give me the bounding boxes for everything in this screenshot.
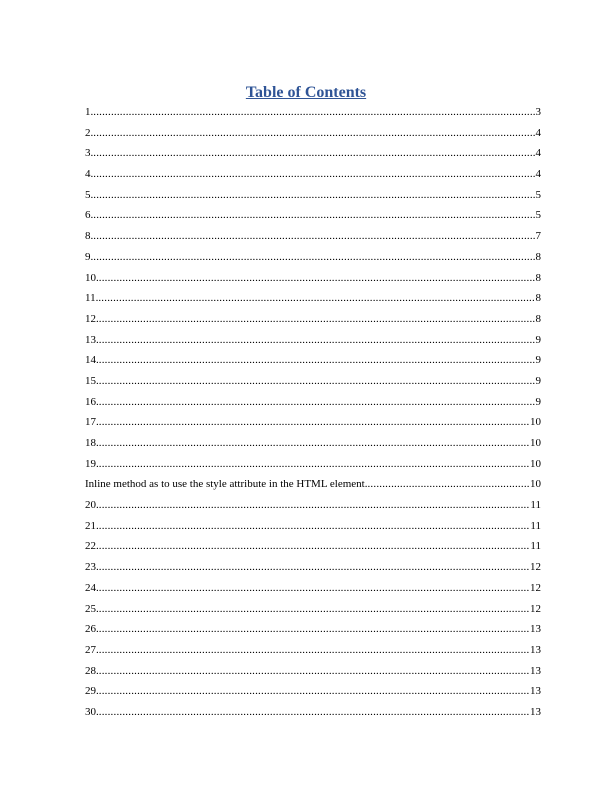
- toc-entry-page-number: 8: [535, 312, 541, 325]
- toc-entry-label: 4.: [85, 168, 94, 181]
- toc-entry-page-number: 11: [530, 540, 541, 553]
- toc-entry[interactable]: [85, 392, 541, 413]
- toc-entry-label: 20.: [85, 499, 99, 512]
- toc-dot-leader: [99, 661, 529, 682]
- toc-entry[interactable]: [85, 536, 541, 557]
- toc-dot-leader: [99, 599, 529, 620]
- toc-entry[interactable]: [85, 681, 541, 702]
- toc-entry-label: 8.: [85, 230, 94, 243]
- toc-dot-leader: [99, 412, 529, 433]
- toc-entry-page-number: 5: [535, 188, 541, 201]
- toc-entry-label: 18.: [85, 437, 99, 449]
- toc-dot-leader: [99, 557, 529, 578]
- toc-entry-page-number: 4: [535, 168, 541, 181]
- toc-entry-page-number: 10: [530, 416, 541, 429]
- toc-dot-leader: [99, 433, 529, 454]
- toc-entry-label: 9.: [85, 250, 94, 263]
- toc-entry[interactable]: [85, 516, 541, 537]
- toc-entry[interactable]: [85, 599, 541, 620]
- toc-entry-label: 11.: [85, 292, 99, 305]
- toc-dot-leader: [93, 185, 534, 206]
- toc-entry-page-number: 13: [530, 705, 541, 718]
- toc-entry[interactable]: [85, 102, 541, 123]
- toc-entry-page-number: 10: [530, 437, 541, 449]
- toc-entry-page-number: 12: [530, 602, 541, 615]
- toc-entry[interactable]: [85, 330, 541, 351]
- toc-entry-label: 10.: [85, 271, 99, 284]
- toc-entry-page-number: 5: [535, 209, 541, 222]
- toc-entry-label: 12.: [85, 312, 99, 325]
- toc-entry-page-number: 10: [530, 478, 541, 491]
- toc-dot-leader: [98, 288, 534, 309]
- toc-entry-page-number: 13: [530, 623, 541, 636]
- toc-entry-page-number: 13: [530, 664, 541, 677]
- toc-entry-label: 22.: [85, 540, 99, 553]
- toc-dot-leader: [99, 516, 530, 537]
- toc-dot-leader: [93, 123, 534, 144]
- toc-entry-page-number: 8: [535, 250, 541, 263]
- toc-entry-label: 3.: [85, 147, 94, 160]
- toc-entry-page-number: 10: [530, 457, 541, 470]
- toc-entry[interactable]: [85, 350, 541, 371]
- toc-list: [85, 102, 541, 723]
- toc-entry-page-number: 11: [530, 499, 541, 512]
- toc-entry-page-number: 3: [535, 106, 541, 118]
- toc-entry[interactable]: [85, 288, 541, 309]
- toc-entry-label: 28.: [85, 664, 99, 677]
- toc-entry[interactable]: [85, 495, 541, 516]
- toc-entry[interactable]: [85, 433, 541, 454]
- toc-dot-leader: [99, 454, 529, 475]
- toc-entry-page-number: 9: [535, 374, 541, 387]
- toc-dot-leader: [99, 392, 535, 413]
- toc-entry[interactable]: [85, 205, 541, 226]
- toc-entry[interactable]: [85, 226, 541, 247]
- toc-dot-leader: [99, 536, 530, 557]
- toc-entry-label: 2.: [85, 126, 94, 139]
- toc-entry-label: 17.: [85, 416, 99, 429]
- toc-dot-leader: [93, 247, 534, 268]
- toc-entry-label: 19.: [85, 457, 99, 470]
- toc-entry-label: 24.: [85, 581, 99, 594]
- toc-entry-page-number: 4: [535, 126, 541, 139]
- toc-entry[interactable]: [85, 661, 541, 682]
- toc-entry[interactable]: [85, 557, 541, 578]
- toc-entry-page-number: 9: [535, 333, 541, 346]
- toc-dot-leader: [99, 702, 529, 723]
- toc-dot-leader: [99, 268, 535, 289]
- toc-entry[interactable]: [85, 619, 541, 640]
- toc-entry-page-number: 8: [535, 271, 541, 284]
- toc-dot-leader: [367, 474, 529, 495]
- toc-entry[interactable]: [85, 702, 541, 723]
- toc-heading: Table of Contents: [245, 84, 367, 101]
- toc-entry-label: 21.: [85, 519, 99, 532]
- toc-entry-page-number: 12: [530, 581, 541, 594]
- toc-entry[interactable]: [85, 268, 541, 289]
- toc-entry-label: 29.: [85, 685, 99, 698]
- toc-entry-label: 25.: [85, 602, 99, 615]
- toc-entry-label: 5.: [85, 188, 94, 201]
- toc-entry-page-number: 4: [535, 147, 541, 160]
- toc-dot-leader: [99, 371, 535, 392]
- toc-dot-leader: [99, 681, 529, 702]
- toc-dot-leader: [99, 309, 535, 330]
- toc-entry[interactable]: [85, 474, 541, 495]
- toc-entry[interactable]: [85, 123, 541, 144]
- toc-dot-leader: [99, 578, 529, 599]
- toc-entry[interactable]: [85, 185, 541, 206]
- toc-entry[interactable]: [85, 309, 541, 330]
- toc-entry-page-number: 9: [535, 395, 541, 408]
- toc-entry[interactable]: [85, 454, 541, 475]
- toc-entry[interactable]: [85, 143, 541, 164]
- toc-entry-label: 15.: [85, 374, 99, 387]
- toc-entry-label: 16.: [85, 395, 99, 408]
- toc-entry-label: 6.: [85, 209, 94, 222]
- toc-entry-label: 1.: [85, 106, 94, 118]
- toc-entry-page-number: 13: [530, 685, 541, 698]
- toc-entry-label: 23.: [85, 561, 99, 574]
- toc-entry-page-number: 13: [530, 643, 541, 656]
- toc-entry-page-number: 11: [530, 519, 541, 532]
- toc-entry-page-number: 12: [530, 561, 541, 574]
- toc-entry-label: 27.: [85, 643, 99, 656]
- toc-entry[interactable]: [85, 412, 541, 433]
- toc-entry[interactable]: [85, 247, 541, 268]
- toc-dot-leader: [99, 330, 535, 351]
- toc-dot-leader: [99, 495, 530, 516]
- toc-entry-page-number: 7: [535, 230, 541, 243]
- toc-entry-label: 26.: [85, 623, 99, 636]
- toc-entry-label: Inline method as to use the style attribute in the HTML element.: [85, 478, 368, 491]
- toc-dot-leader: [93, 102, 534, 123]
- toc-entry-label: 14.: [85, 354, 99, 367]
- toc-entry-page-number: 8: [535, 292, 541, 305]
- toc-dot-leader: [93, 205, 534, 226]
- toc-dot-leader: [93, 143, 534, 164]
- toc-entry-label: 30.: [85, 705, 99, 718]
- toc-dot-leader: [99, 350, 535, 371]
- toc-entry[interactable]: [85, 371, 541, 392]
- toc-dot-leader: [99, 619, 529, 640]
- toc-dot-leader: [93, 164, 534, 185]
- toc-entry[interactable]: [85, 640, 541, 661]
- toc-dot-leader: [93, 226, 534, 247]
- toc-entry-page-number: 9: [535, 354, 541, 367]
- toc-entry[interactable]: [85, 164, 541, 185]
- toc-entry-label: 13.: [85, 333, 99, 346]
- toc-dot-leader: [99, 640, 529, 661]
- toc-entry[interactable]: [85, 578, 541, 599]
